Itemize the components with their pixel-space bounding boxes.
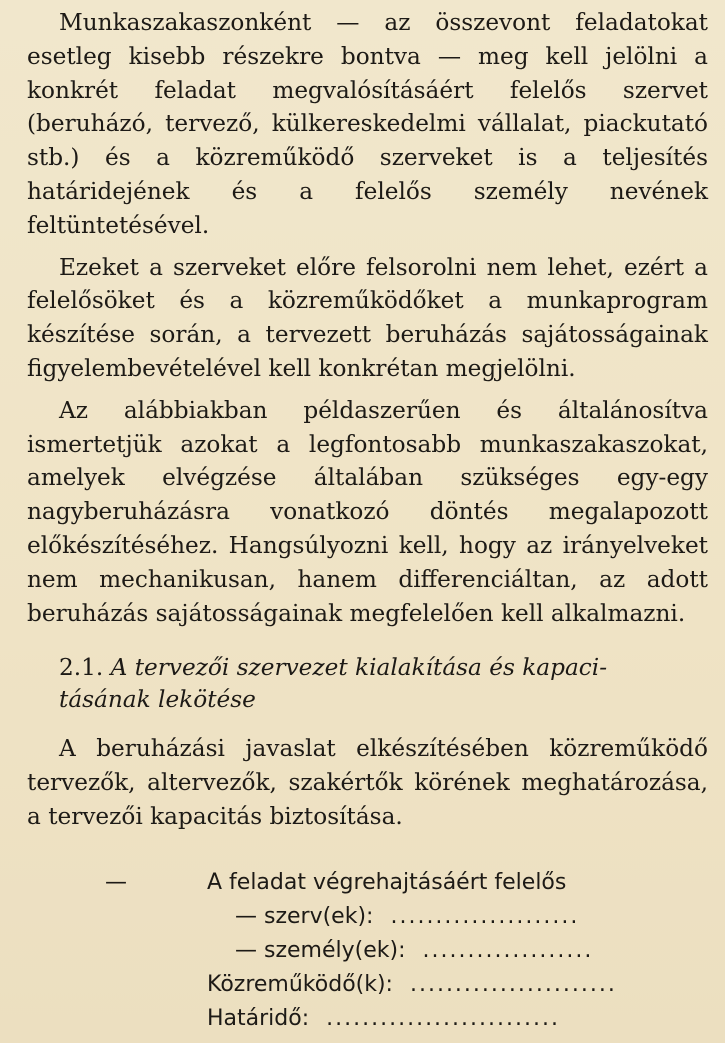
section-title-line2: tásának lekötése	[59, 686, 256, 714]
organization-label: — szerv(ek):	[235, 903, 374, 929]
form-row-person	[27, 934, 708, 968]
responsibility-form	[27, 866, 708, 1036]
deadline-blank[interactable]: ..........................	[326, 1005, 560, 1031]
form-header-row	[27, 866, 708, 900]
section-paragraph: A beruházási javaslat elkészítésében közreműködő tervezők, altervezők, szakértők körének meghatározása, a tervezői kapacitás biztosítása.	[27, 735, 708, 830]
organization-blank[interactable]: .....................	[390, 903, 580, 929]
person-blank[interactable]: ...................	[422, 937, 594, 963]
paragraph-work-phases: Az alábbiakban példaszerűen és általánosítva ismertetjük azokat a legfontosabb munkaszakaszokat, amelyek elvégzése általában szükséges egy-egy nagyberuházásra vonatkozó döntés megalapozott előkészítéséhez. Hangsúlyozni kell, hogy az irányelveket nem mechanikusan, hanem differenciáltan, az adott beruházás sajátosságainak megfelelően kell alkalmazni.	[27, 396, 708, 627]
form-row-deadline	[27, 1002, 708, 1036]
deadline-label: Határidő:	[207, 1005, 310, 1031]
cooperator-label: Közreműködő(k):	[207, 971, 393, 997]
form-row-organization	[27, 900, 708, 934]
section-heading	[27, 652, 708, 716]
form-dash-mark: —	[105, 869, 127, 895]
form-header: A feladat végrehajtásáért felelős	[207, 869, 567, 895]
section-title-line1: A tervezői szervezet kialakítása és kapaci-	[110, 654, 608, 682]
form-row-cooperator	[27, 968, 708, 1002]
paragraph-organizations: Ezeket a szerveket előre felsorolni nem lehet, ezért a felelősöket és a közreműködőket a munkaprogram készítése során, a tervezett beruházás sajátosságainak figyelembevételével kell konkrétan megjelölni.	[27, 253, 708, 382]
person-label: — személy(ek):	[235, 937, 406, 963]
section-number: 2.1.	[59, 654, 104, 682]
paragraph-responsibilities: Munkaszakaszonként — az összevont feladatokat esetleg kisebb részekre bontva — meg kell jelölni a konkrét feladat megvalósításáért felelős szervet (beruházó, tervező, külkereskedelmi vállalat, piackutató stb.) és a közreműködő szerveket is a teljesítés határidejének és a felelős személy nevének feltüntetésével.	[27, 9, 708, 239]
cooperator-blank[interactable]: .......................	[409, 971, 617, 997]
